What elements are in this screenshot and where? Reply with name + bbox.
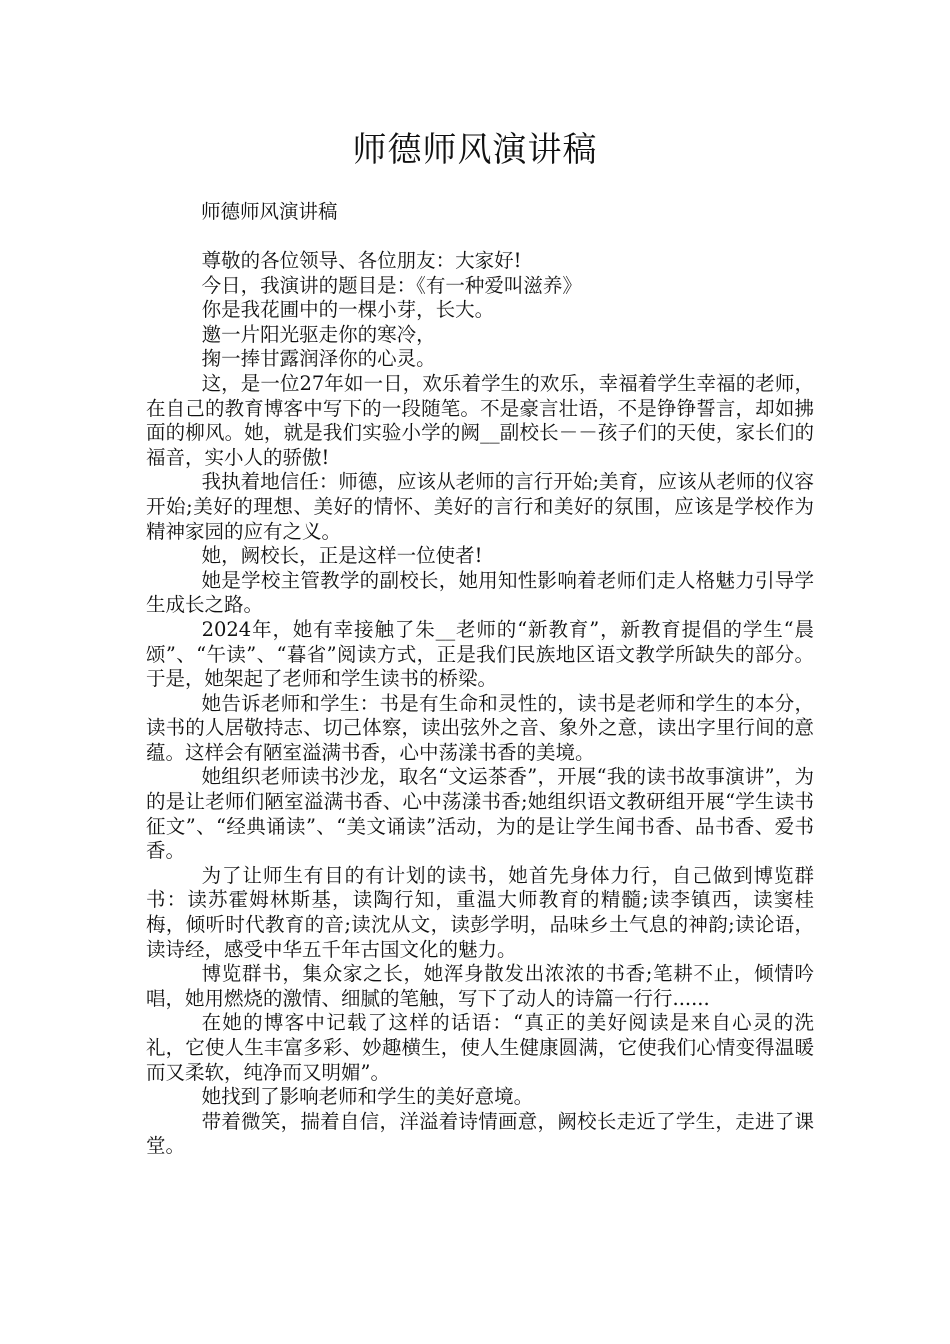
paragraph: 她找到了影响老师和学生的美好意境。 — [201, 1085, 534, 1109]
paragraph: 她组织老师读书沙龙，取名“文运茶香”，开展“我的读书故事演讲”，为的是让老师们陋室溢满书香、心中荡漾书香;她组织语文教研组开展“学生读书征文”、“经典诵读”、“美文诵读”活动，为的是让学生闻书香、品书香、爱书香。 — [146, 765, 814, 863]
document-title: 师德师风演讲稿 — [352, 130, 598, 170]
paragraph: 邀一片阳光驱走你的寒冷， — [201, 322, 436, 346]
paragraph: 今日，我演讲的题目是：《有一种爱叫滋养》 — [201, 273, 582, 297]
paragraph: 掬一捧甘露润泽你的心灵。 — [201, 347, 436, 371]
paragraph: 为了让师生有目的有计划的读书，她首先身体力行，自己做到博览群书：读苏霍姆林斯基，读陶行知，重温大师教育的精髓;读李镇西，读窦桂梅，倾听时代教育的音;读沈从文，读彭学明，品味乡土气息的神韵;读论语，读诗经，感受中华五千年古国文化的魅力。 — [146, 863, 814, 961]
document-body — [146, 249, 814, 1159]
paragraph: 博览群书，集众家之长，她浑身散发出浓浓的书香;笔耕不止，倾情吟唱，她用燃烧的激情、细腻的笔触，写下了动人的诗篇一行行...... — [146, 962, 814, 1010]
paragraph: 带着微笑，揣着自信，洋溢着诗情画意，阙校长走近了学生，走进了课堂。 — [146, 1109, 814, 1158]
document-subtitle: 师德师风演讲稿 — [201, 200, 338, 223]
paragraph: 我执着地信任：师德，应该从老师的言行开始;美育，应该从老师的仪容开始;美好的理想、美好的情怀、美好的言行和美好的氛围，应该是学校作为精神家园的应有之义。 — [146, 470, 814, 543]
paragraph: 2024年，她有幸接触了朱__老师的“新教育”，新教育提倡的学生“晨颂”、“午读”、“暮省”阅读方式，正是我们民族地区语文教学所缺失的部分。于是，她架起了老师和学生读书的桥梁。 — [146, 617, 814, 691]
paragraph: 她告诉老师和学生：书是有生命和灵性的，读书是老师和学生的本分，读书的人居敬持志、切己体察，读出弦外之音、象外之意，读出字里行间的意蕴。这样会有陋室溢满书香，心中荡漾书香的美境。 — [146, 691, 814, 764]
paragraph: 这，是一位27年如一日，欢乐着学生的欢乐，幸福着学生幸福的老师，在自己的教育博客中写下的一段随笔。不是豪言壮语，不是铮铮誓言，却如拂面的柳风。她，就是我们实验小学的阙__副校长－－孩子们的天使，家长们的福音，实小人的骄傲! — [146, 371, 814, 469]
paragraph: 在她的博客中记载了这样的话语：“真正的美好阅读是来自心灵的洗礼，它使人生丰富多彩、妙趣横生，使人生健康圆满，它使我们心情变得温暖而又柔软，纯净而又明媚”。 — [146, 1011, 814, 1084]
paragraph: 你是我花圃中的一棵小芽，长大。 — [201, 298, 495, 322]
paragraph: 尊敬的各位领导、各位朋友：大家好! — [201, 249, 522, 272]
paragraph: 她是学校主管教学的副校长，她用知性影响着老师们走人格魅力引导学生成长之路。 — [146, 568, 814, 617]
paragraph: 她，阙校长，正是这样一位使者! — [201, 544, 483, 568]
